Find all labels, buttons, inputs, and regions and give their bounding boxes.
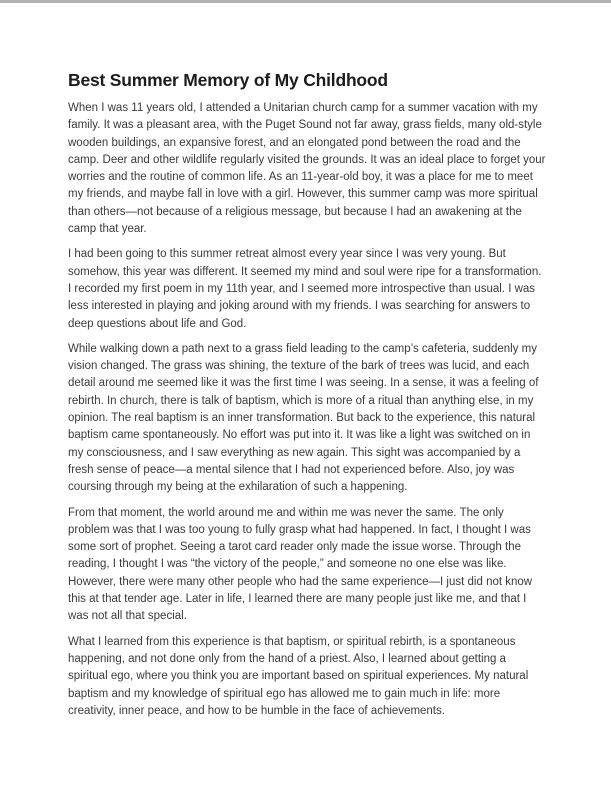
document-content (68, 69, 546, 728)
paragraph: From that moment, the world around me and within me was never the same. The only problem was that I was too young to fully grasp what had happened. In fact, I thought I was some sort of prophet. Seeing a tarot card reader only made the issue worse. Through the reading, I thought I was “the victory of the people,” and someone no one else was like. However, there were many other people who had the same experience—I just did not know this at that tender age. Later in life, I learned there are many people just like me, and that I was not all that special. (68, 506, 533, 623)
document-paragraphs (68, 100, 546, 720)
window-top-divider (0, 0, 611, 3)
paragraph: I had been going to this summer retreat almost every year since I was very young. But somehow, this year was different. It seemed my mind and soul were ripe for a transformation. I recorded my first poem in my 11th year, and I seemed more introspective than usual. I was less interested in playing and joking around with my friends. I was searching for answers to deep questions about life and God. (68, 248, 542, 330)
paragraph: When I was 11 years old, I attended a Unitarian church camp for a summer vacation with my family. It was a pleasant area, with the Puget Sound not far away, grass fields, many old-style wooden buildings, an expansive forest, and an elongated pond between the road and the camp. Deer and other wildlife regularly visited the grounds. It was an ideal place to forget your worries and the routine of common life. As an 11-year-old boy, it was a place for me to meet my friends, and maybe fall in love with a girl. However, this summer camp was more spiritual than others—not because of a religious message, but because I had an awakening at the camp that year. (68, 102, 546, 236)
document-title: Best Summer Memory of My Childhood (68, 70, 388, 90)
paragraph: What I learned from this experience is that baptism, or spiritual rebirth, is a spontaneous happening, and not done only from the hand of a priest. Also, I learned about getting a spiritual ego, where you think you are important based on spiritual experiences. My natural baptism and my knowledge of spiritual ego has allowed me to gain much in life: more creativity, inner peace, and how to be humble in the face of achievements. (68, 635, 529, 717)
paragraph: While walking down a path next to a grass field leading to the camp’s cafeteria, suddenly my vision changed. The grass was shining, the texture of the bark of trees was lucid, and each detail around me seemed like it was the first time I was seeing. In a sense, it was a feeling of rebirth. In church, there is talk of baptism, which is more of a ritual than anything else, in my opinion. The real baptism is an inner transformation. But back to the experience, this natural baptism came spontaneously. No effort was put into it. It was like a light was switched on in my consciousness, and I saw everything as new again. This sight was accompanied by a fresh sense of peace—a mental silence that I had not experienced before. Also, joy was coursing through my being at the exhilaration of such a happening. (68, 342, 539, 494)
